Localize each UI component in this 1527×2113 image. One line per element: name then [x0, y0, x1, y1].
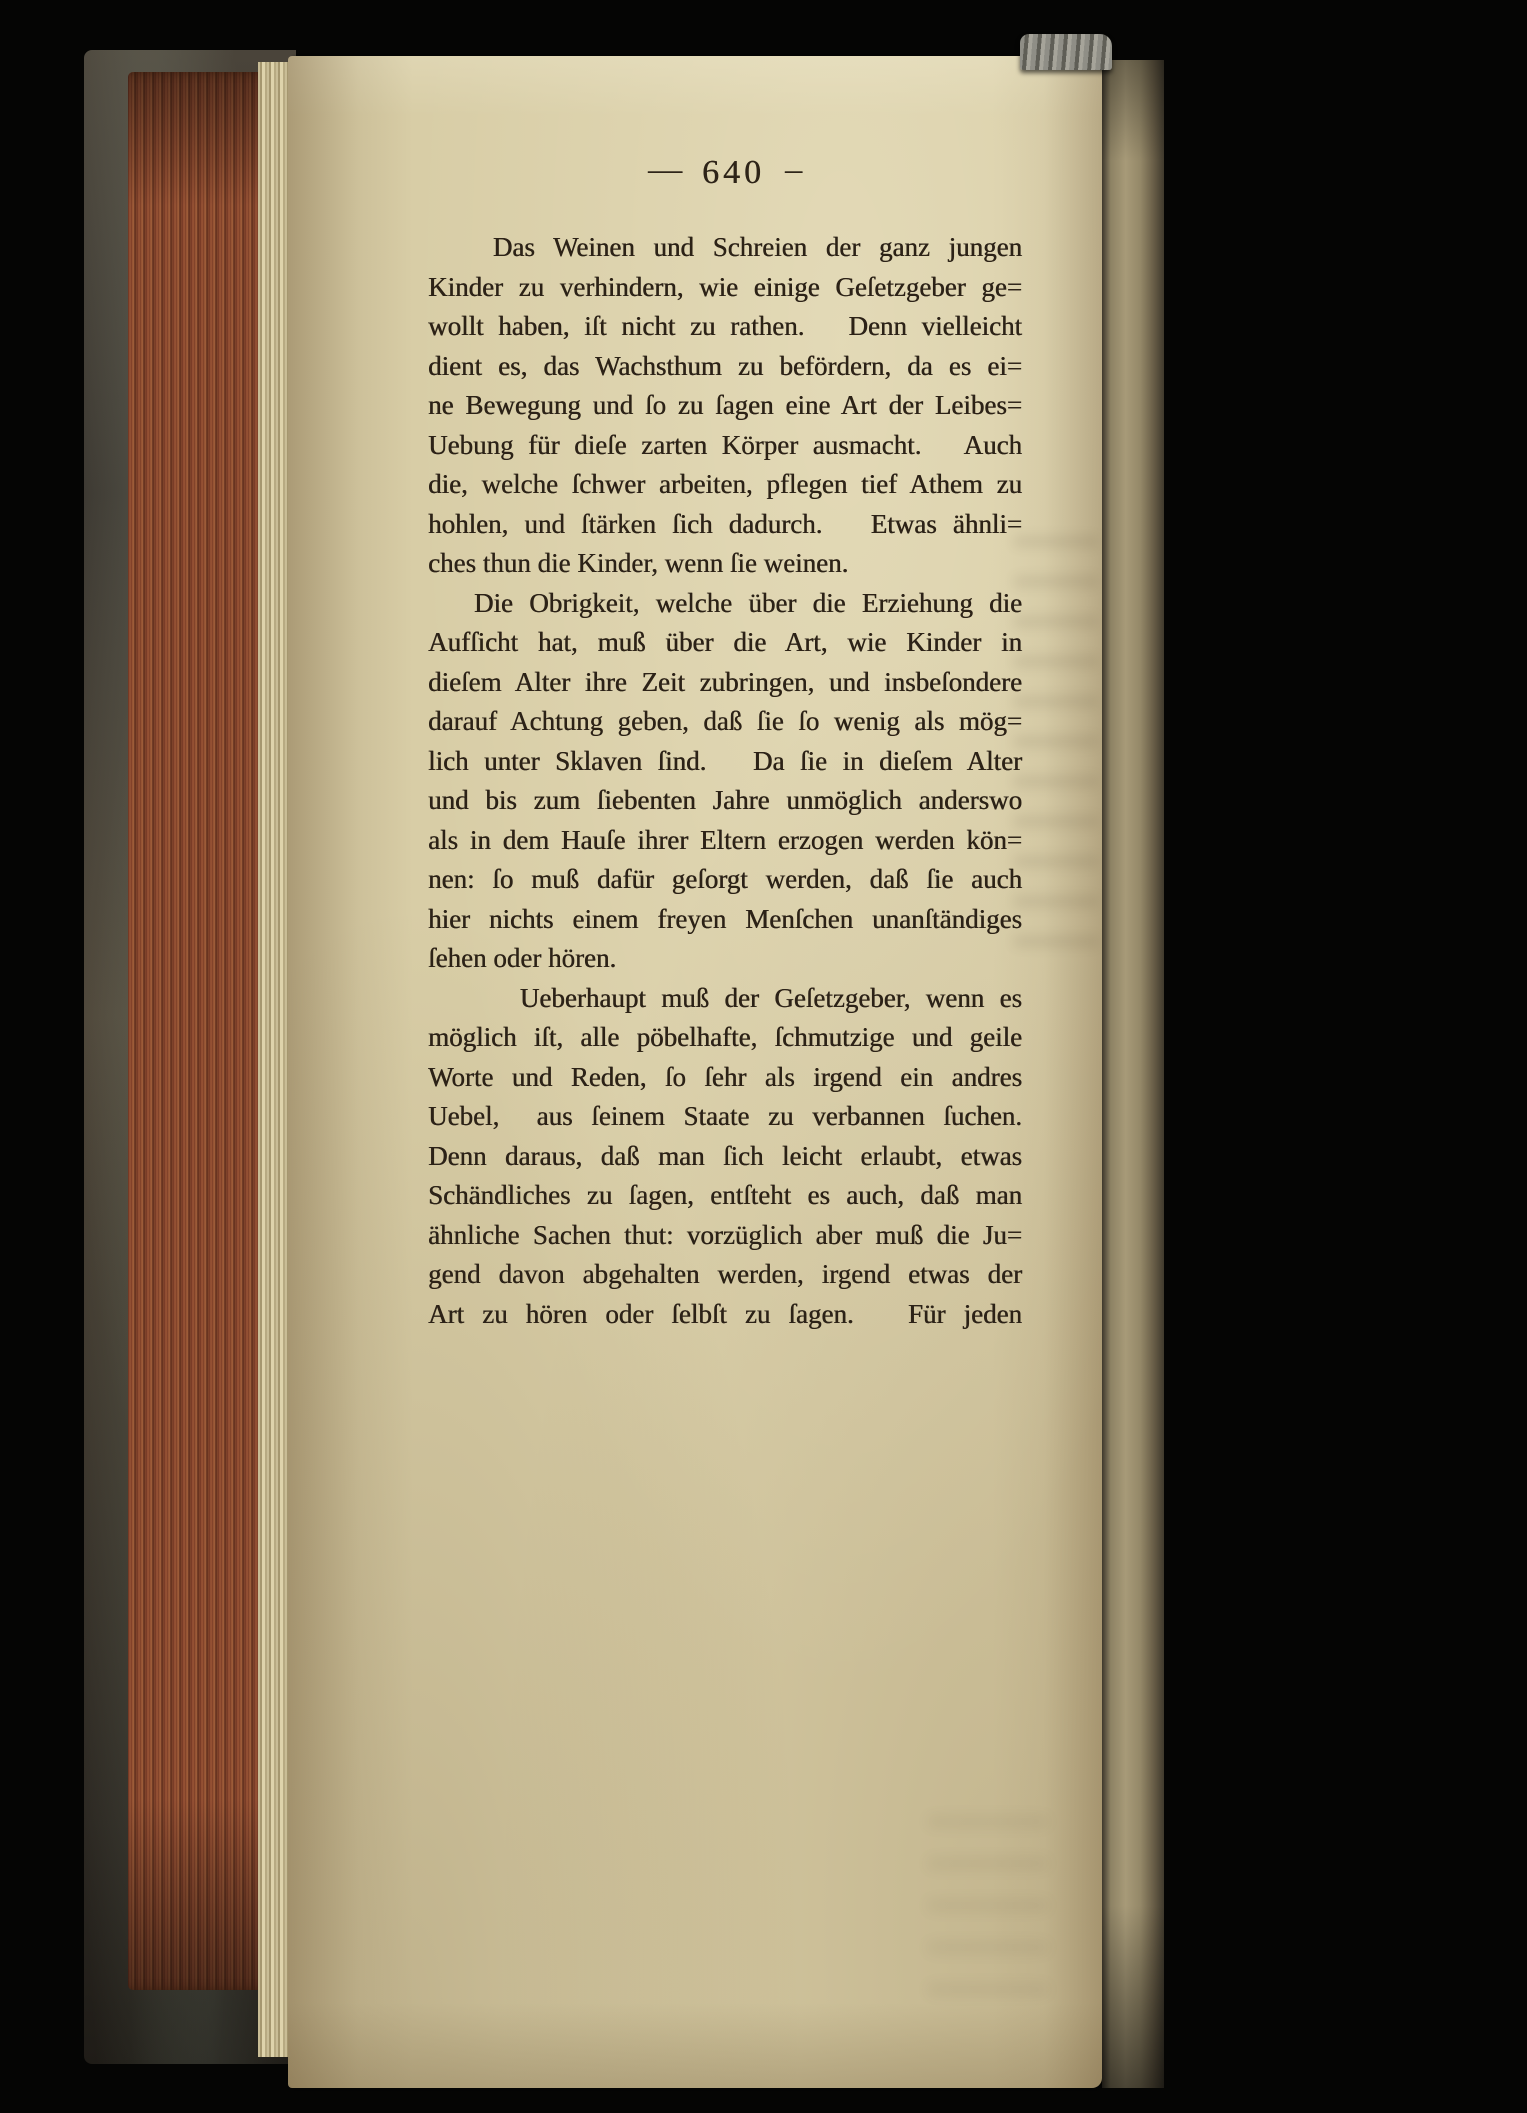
- text-line: die, welche ſchwer arbeiten, pflegen tief Athem zu: [428, 469, 1022, 499]
- header-dash-left: —: [648, 151, 682, 188]
- header-dash-right: –: [785, 151, 802, 188]
- text-line: ne Bewegung und ſo zu ſagen eine Art der Leibes=: [428, 390, 1022, 420]
- text-line: Denn daraus, daß man ſich leicht erlaubt, etwas: [428, 1140, 1022, 1171]
- text-line: dient es, das Wachsthum zu befördern, da es ei=: [428, 350, 1022, 381]
- headband: [1020, 34, 1112, 70]
- text-line: Uebel, aus ſeinem Staate zu verbannen ſuchen.: [428, 1101, 1022, 1131]
- text-line: Art zu hören oder ſelbſt zu ſagen. Für jeden: [428, 1298, 1022, 1329]
- text-line: möglich iſt, alle pöbelhafte, ſchmutzige und geile: [428, 1022, 1022, 1052]
- text-line: darauf Achtung geben, daß ſie ſo wenig als mög=: [428, 706, 1022, 736]
- text-line: als in dem Hauſe ihrer Eltern erzogen werden kön=: [428, 824, 1022, 855]
- text-line: Die Obrigkeit, welche über die Erziehung die: [473, 587, 1022, 618]
- text-line: ſehen oder hören.: [428, 943, 617, 973]
- text-line: wollt haben, iſt nicht zu rathen. Denn vielleicht: [428, 311, 1022, 341]
- text-block: [428, 228, 1022, 1334]
- text-line: Schändliches zu ſagen, entſteht es auch, daß man: [428, 1180, 1022, 1210]
- text-line: Aufſicht hat, muß über die Art, wie Kinder in: [428, 627, 1022, 657]
- text-line: ches thun die Kinder, wenn ſie weinen.: [428, 548, 849, 578]
- page-header: [428, 151, 1022, 192]
- text-line: dieſem Alter ihre Zeit zubringen, und insbeſondere: [428, 666, 1022, 697]
- ink-showthrough: [1014, 536, 1098, 966]
- text-line: Ueberhaupt muß der Geſetzgeber, wenn es: [519, 982, 1022, 1013]
- book-page: [288, 56, 1102, 2088]
- text-line: gend davon abgehalten werden, irgend etwas der: [428, 1259, 1022, 1289]
- text-line: Worte und Reden, ſo ſehr als irgend ein andres: [428, 1061, 1022, 1092]
- text-line: ähnliche Sachen thut: vorzüglich aber muß die Ju=: [428, 1219, 1022, 1250]
- text-line: lich unter Sklaven ſind. Da ſie in dieſem Alter: [428, 745, 1022, 776]
- text-line: nen: ſo muß dafür geſorgt werden, daß ſie auch: [428, 864, 1022, 894]
- text-line: hier nichts einem freyen Menſchen unanſtändiges: [428, 903, 1022, 934]
- text-line: Uebung für dieſe zarten Körper ausmacht. Auch: [428, 429, 1022, 460]
- page-number: 640: [702, 154, 765, 191]
- ink-showthrough: [928, 1816, 1048, 1996]
- text-line: hohlen, und ſtärken ſich dadurch. Etwas ähnli=: [428, 508, 1022, 539]
- text-line: und bis zum ſiebenten Jahre unmöglich anderswo: [428, 785, 1022, 815]
- next-page-edge: [1102, 60, 1164, 2088]
- text-line: Das Weinen und Schreien der ganz jungen: [492, 232, 1022, 262]
- text-line: Kinder zu verhindern, wie einige Geſetzgeber ge=: [428, 271, 1022, 302]
